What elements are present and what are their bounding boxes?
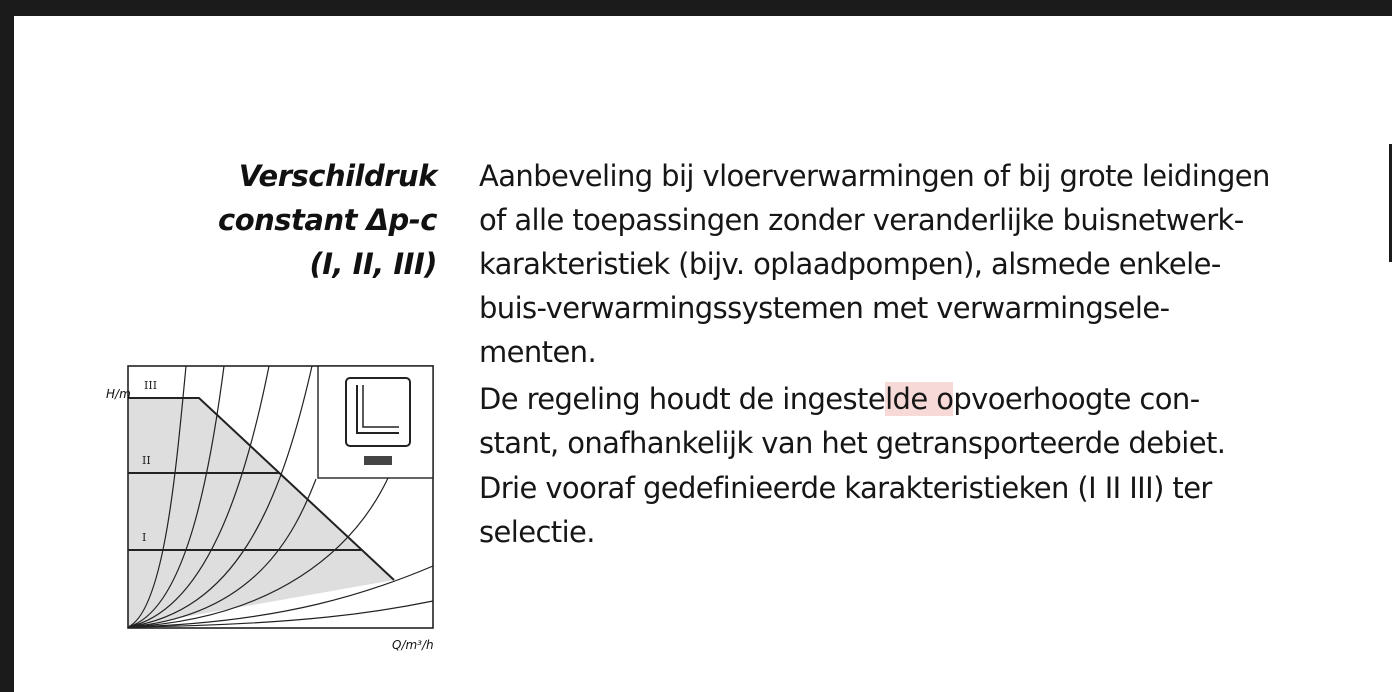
paragraph-regulation [479, 377, 1389, 465]
x-axis-label: Q/m³/h [392, 638, 434, 652]
constant-pressure-mode-icon [318, 366, 433, 478]
text-fragment: pvoerhoogte con- [953, 382, 1200, 416]
section-heading [218, 154, 437, 286]
y-axis-label: H/m [106, 387, 131, 401]
paragraph-line: stant, onafhankelijk van het getransporteerde debiet. [479, 426, 1226, 460]
level-label-III: III [144, 379, 158, 392]
highlighted-text: lde o [885, 382, 954, 416]
text-fragment: De regeling houdt de ingeste [479, 382, 886, 416]
description-text [479, 154, 1389, 554]
document-page [14, 16, 1392, 692]
heading-line-3: (I, II, III) [309, 247, 437, 281]
paragraph-selection [479, 466, 1389, 554]
paragraph-recommendation [479, 154, 1389, 374]
paragraph-line: selectie. [479, 515, 595, 549]
paragraph-line: Aanbeveling bij vloerverwarmingen of bij grote leidingen [479, 159, 1270, 193]
paragraph-line [479, 377, 1389, 421]
pump-curve-svg [84, 361, 464, 661]
paragraph-line: of alle toepassingen zonder veranderlijke buisnetwerk- [479, 203, 1244, 237]
heading-line-2: constant Δp-c [218, 203, 437, 237]
paragraph-line: buis-verwarmingssystemen met verwarmingsele- [479, 291, 1170, 325]
level-label-I: I [142, 531, 147, 544]
paragraph-line: menten. [479, 335, 597, 369]
paragraph-line: Drie vooraf gedefinieerde karakteristieken (I II III) ter [479, 471, 1212, 505]
paragraph-line: karakteristiek (bijv. oplaadpompen), alsmede enkele- [479, 247, 1221, 281]
pump-curve-diagram [84, 361, 464, 661]
heading-line-1: Verschildruk [238, 159, 437, 193]
level-label-II: II [142, 454, 151, 467]
